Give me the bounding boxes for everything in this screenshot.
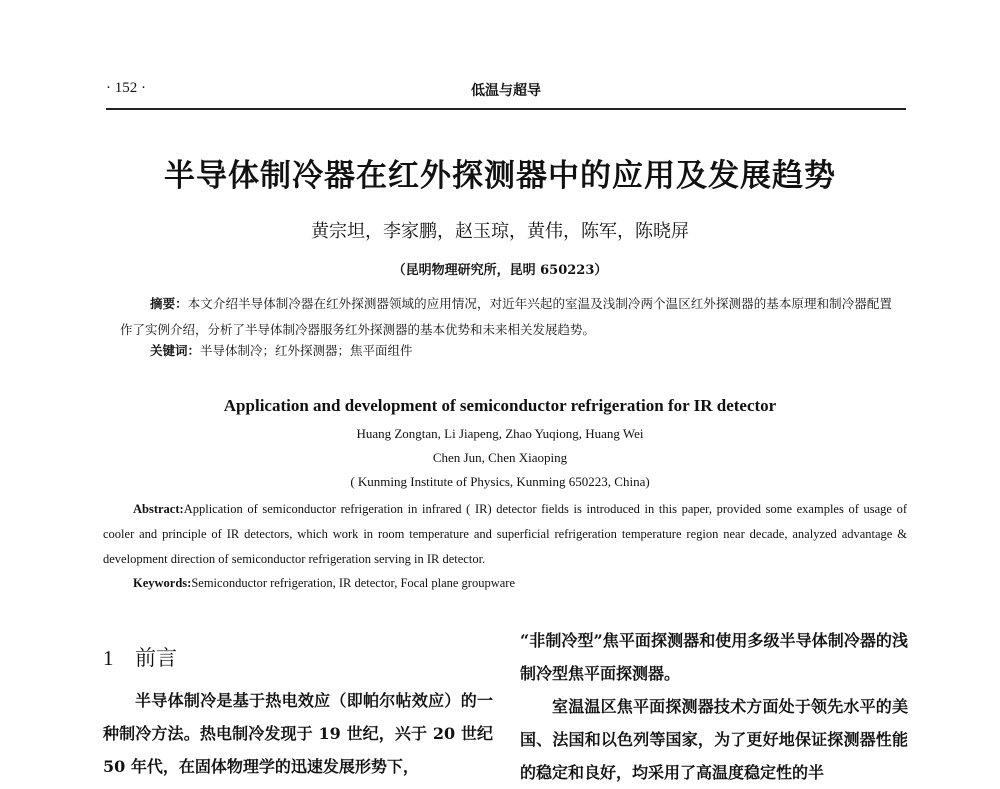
keywords-chinese-text: 半导体制冷；红外探测器；焦平面组件: [200, 343, 413, 358]
page-number: · 152 ·: [106, 80, 146, 96]
affiliation-chinese: （昆明物理研究所，昆明 650223）: [392, 263, 608, 278]
keywords-chinese-label: 关键词：: [150, 343, 201, 358]
abstract-chinese-label: 摘要：: [150, 296, 188, 311]
journal-name: 低温与超导: [471, 83, 541, 99]
keywords-english-text: Semiconductor refrigeration, IR detector, Focal plane groupware: [191, 576, 516, 590]
abstract-chinese-text: 本文介绍半导体制冷器在红外探测器领域的应用情况，对近年兴起的室温及浅制冷两个温区红外探测器的基本原理和制冷器配置作了实例介绍，分析了半导体制冷器服务红外探测器的基本优势和未来相关发展趋势。: [120, 296, 892, 337]
section-title: 前言: [135, 646, 177, 670]
abstract-english-label: Abstract:: [133, 502, 184, 516]
section-number: 1: [103, 646, 114, 670]
authors-english-line-2: Chen Jun, Chen Xiaoping: [432, 450, 568, 465]
authors-english-line-1: Huang Zongtan, Li Jiapeng, Zhao Yuqiong, Huang Wei: [356, 426, 644, 441]
authors-chinese: 黄宗坦，李家鹏，赵玉琼，黄伟，陈军，陈晓屏: [311, 221, 689, 242]
keywords-english: [133, 576, 515, 591]
section-heading-introduction: [103, 642, 177, 672]
abstract-english-text: Application of semiconductor refrigeration in infrared ( IR) detector fields is introduced in this paper, provided some examples of usage of cooler and principle of IR detectors, which work in room temperature and superficial refrigeration temperature region near decade, analyzed advantage & development direction of semiconductor refrigeration serving in IR detector.: [103, 502, 907, 566]
abstract-chinese: [120, 291, 892, 343]
body-column-right: [520, 624, 908, 789]
body-right-paragraph-2: 室温温区焦平面探测器技术方面处于领先水平的美国、法国和以色列等国家，为了更好地保证探测器性能的稳定和良好，均采用了高温度稳定性的半: [520, 697, 908, 782]
title-chinese: 半导体制冷器在红外探测器中的应用及发展趋势: [164, 158, 836, 194]
keywords-english-label: Keywords:: [133, 576, 192, 590]
keywords-chinese: [150, 341, 413, 359]
running-head: [106, 80, 906, 102]
header-rule: [106, 108, 906, 110]
title-english: Application and development of semiconductor refrigeration for IR detector: [223, 396, 777, 415]
body-column-left: 半导体制冷是基于热电效应（即帕尔帖效应）的一种制冷方法。热电制冷发现于 19 世纪，兴于 20 世纪 50 年代，在固体物理学的迅速发展形势下，: [103, 691, 493, 776]
abstract-english: [103, 497, 907, 572]
affiliation-english: ( Kunming Institute of Physics, Kunming 650223, China): [350, 474, 650, 489]
body-right-paragraph-1: “非制冷型”焦平面探测器和使用多级半导体制冷器的浅制冷型焦平面探测器。: [520, 631, 908, 683]
